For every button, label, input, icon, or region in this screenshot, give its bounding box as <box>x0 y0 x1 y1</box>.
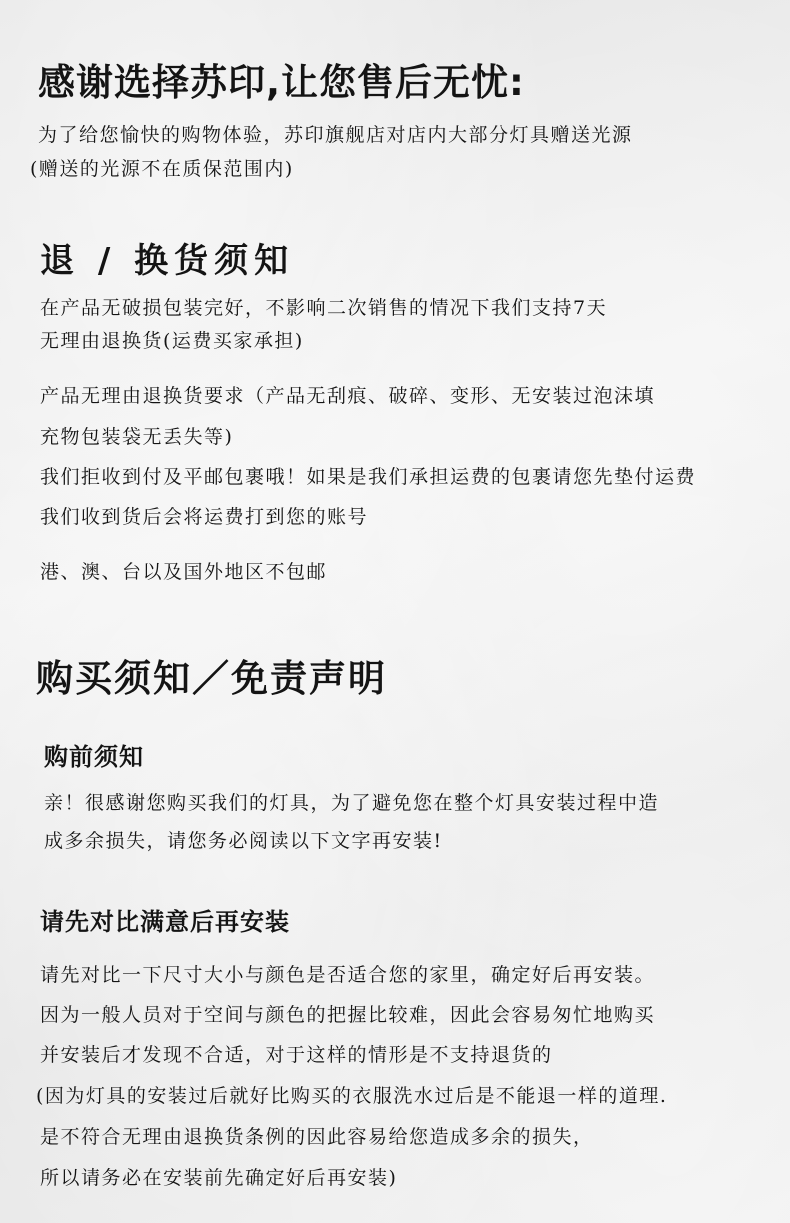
return-exchange-heading: 退 / 换货须知 <box>40 241 295 281</box>
thanks-heading: 感谢选择苏印,让您售后无忧: <box>38 61 525 104</box>
pre-purchase-line-1: 亲！很感谢您购买我们的灯具，为了避免您在整个灯具安装过程中造 <box>44 792 660 814</box>
compare-line-4: (因为灯具的安装过后就好比购买的衣服洗水过后是不能退一样的道理. <box>36 1085 668 1107</box>
return-requirements-line-2: 充物包装袋无丢失等) <box>40 426 234 448</box>
purchase-disclaimer-heading: 购买须知／免责声明 <box>36 657 387 700</box>
return-policy-line-1: 在产品无破损包装完好，不影响二次销售的情况下我们支持7天 <box>40 297 608 319</box>
shipping-policy-line-1: 我们拒收到付及平邮包裹哦！如果是我们承担运费的包裹请您先垫付运费 <box>40 466 697 488</box>
warranty-exclusion-note: (赠送的光源不在质保范围内) <box>30 158 294 180</box>
compare-line-5: 是不符合无理由退换货条例的因此容易给您造成多余的损失， <box>40 1126 594 1148</box>
return-policy-line-2: 无理由退换货(运费买家承担) <box>40 330 304 352</box>
compare-line-1: 请先对比一下尺寸大小与颜色是否适合您的家里，确定好后再安装。 <box>40 964 656 986</box>
pre-purchase-heading: 购前须知 <box>44 743 144 771</box>
pre-purchase-line-2: 成多余损失，请您务必阅读以下文字再安装! <box>44 830 443 852</box>
shipping-policy-line-2: 我们收到货后会将运费打到您的账号 <box>40 506 369 528</box>
region-exclusion-text: 港、澳、台以及国外地区不包邮 <box>40 561 328 583</box>
return-requirements-line-1: 产品无理由退换货要求（产品无刮痕、破碎、变形、无安装过泡沫填 <box>40 385 656 407</box>
compare-line-3: 并安装后才发现不合适，对于这样的情形是不支持退货的 <box>40 1044 553 1066</box>
gift-light-source-text: 为了给您愉快的购物体验，苏印旗舰店对店内大部分灯具赠送光源 <box>38 124 633 146</box>
compare-before-install-heading: 请先对比满意后再安装 <box>40 908 290 936</box>
compare-line-2: 因为一般人员对于空间与颜色的把握比较难，因此会容易匆忙地购买 <box>40 1004 656 1026</box>
compare-line-6: 所以请务必在安装前先确定好后再安装) <box>40 1167 398 1189</box>
